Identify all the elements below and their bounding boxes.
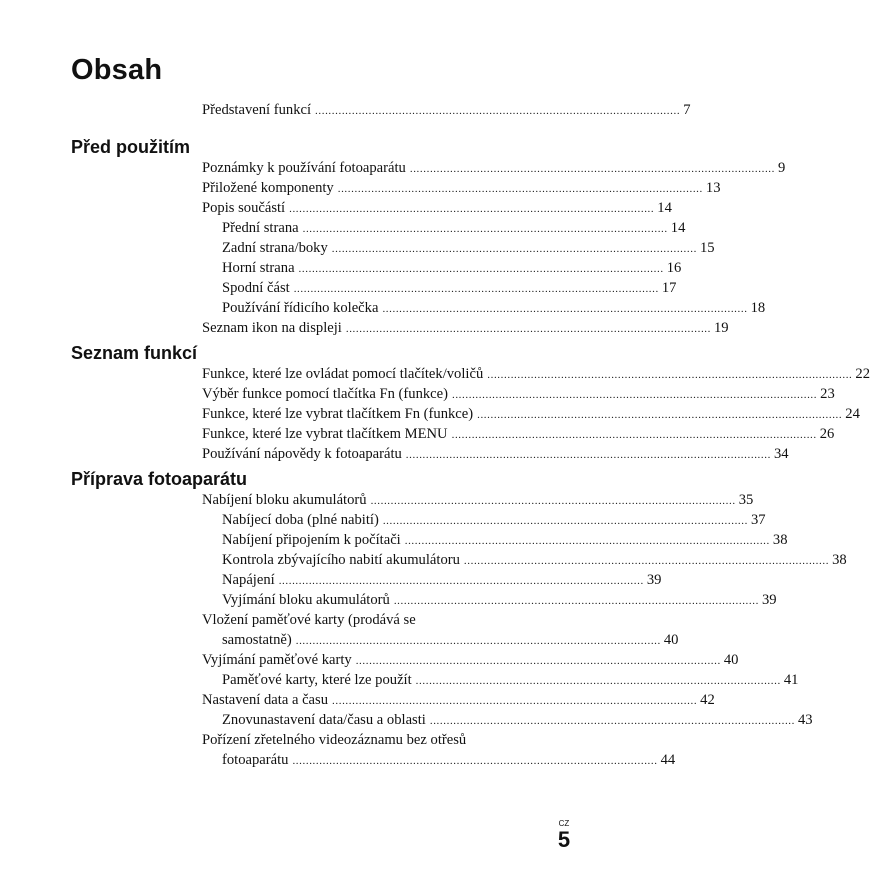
toc-entry-page: 40 bbox=[663, 632, 679, 648]
toc-leader-dots: ............................................................................................................. bbox=[293, 283, 659, 295]
toc-entry-title: Používání nápovědy k fotoaparátu bbox=[202, 446, 402, 462]
toc-entry-title: Nabíjení připojením k počítači bbox=[222, 532, 401, 548]
toc-entry-title: Funkce, které lze vybrat tlačítkem MENU bbox=[202, 426, 448, 442]
toc-leader-dots: ............................................................................................................. bbox=[404, 535, 770, 547]
toc-leader-dots: ............................................................................................................. bbox=[463, 555, 830, 567]
toc-entry-title: Napájení bbox=[222, 572, 275, 588]
toc-leader-dots: ............................................................................................................. bbox=[405, 449, 771, 461]
toc-entry-page: 38 bbox=[772, 532, 788, 548]
toc-leader-dots: ............................................................................................................. bbox=[355, 655, 721, 667]
toc-entry-continuation[interactable] bbox=[222, 750, 676, 770]
toc-subentry[interactable] bbox=[222, 710, 813, 730]
toc-entry-continuation[interactable] bbox=[222, 630, 679, 650]
toc-entry-page: 37 bbox=[750, 512, 766, 528]
toc-leader-dots: ............................................................................................................. bbox=[302, 223, 668, 235]
toc-entry-page: 19 bbox=[714, 320, 729, 336]
toc-entry-page: 7 bbox=[683, 102, 691, 118]
toc-entry[interactable] bbox=[202, 364, 870, 384]
toc-leader-dots: ............................................................................................................. bbox=[487, 369, 853, 381]
toc-entry-page: 41 bbox=[783, 672, 799, 688]
toc-entry-title: Zadní strana/boky bbox=[222, 240, 328, 256]
toc-entry[interactable] bbox=[202, 424, 835, 444]
toc-entry-title: Vyjímání paměťové karty bbox=[202, 652, 352, 668]
toc-entry-title: Popis součástí bbox=[202, 200, 286, 216]
toc-subentry[interactable] bbox=[222, 670, 799, 690]
toc-entry-title: Nabíjení bloku akumulátorů bbox=[202, 492, 367, 508]
toc-leader-dots: ............................................................................................................. bbox=[451, 389, 818, 401]
toc-entry-title: Představení funkcí bbox=[202, 102, 312, 118]
toc-leader-dots: ............................................................................................................. bbox=[393, 595, 759, 607]
toc-entry-page: 14 bbox=[657, 200, 672, 216]
toc-entry-page: 34 bbox=[773, 446, 789, 462]
toc-subentry[interactable] bbox=[222, 298, 766, 318]
toc-subentry[interactable] bbox=[222, 258, 682, 278]
toc-subentry[interactable] bbox=[222, 550, 847, 570]
page-number: 5 bbox=[557, 827, 571, 852]
toc-entry-title: Seznam ikon na displeji bbox=[202, 320, 342, 336]
toc-entry-page: 43 bbox=[798, 712, 813, 728]
toc-leader-dots: ............................................................................................................. bbox=[331, 243, 697, 255]
toc-entry-title: Poznámky k používání fotoaparátu bbox=[202, 160, 406, 176]
section-heading: Seznam funkcí bbox=[71, 343, 198, 363]
toc-entry-title-line1[interactable]: Pořízení zřetelného videozáznamu bez otřesů bbox=[202, 732, 467, 748]
toc-entry-title: Spodní část bbox=[222, 280, 290, 296]
toc-entry-title: Přiložené komponenty bbox=[202, 180, 334, 196]
toc-entry-page: 26 bbox=[819, 426, 835, 442]
toc-entry-page: 16 bbox=[666, 260, 682, 276]
toc-entry-page: 17 bbox=[661, 280, 677, 296]
toc-entry-page: 15 bbox=[699, 240, 715, 256]
toc-entry-title: Kontrola zbývajícího nabití akumulátoru bbox=[222, 552, 460, 568]
toc-entry[interactable] bbox=[202, 490, 754, 510]
toc-entry[interactable] bbox=[202, 650, 739, 670]
toc-entry[interactable] bbox=[202, 158, 786, 178]
toc-entry[interactable] bbox=[202, 384, 835, 404]
toc-leader-dots: ............................................................................................................. bbox=[429, 715, 795, 727]
toc-entry-page: 9 bbox=[778, 160, 786, 176]
toc-entry[interactable] bbox=[202, 404, 860, 424]
toc-entry-page: 18 bbox=[750, 300, 766, 316]
toc-leader-dots: ............................................................................................................. bbox=[382, 303, 748, 315]
toc-entry-title: Přední strana bbox=[222, 220, 299, 236]
section-heading: Před použitím bbox=[71, 137, 191, 157]
toc-leader-dots: ............................................................................................................. bbox=[278, 575, 644, 587]
toc-entry-title: Paměťové karty, které lze použít bbox=[222, 672, 412, 688]
toc-entry-title: Nabíjecí doba (plné nabití) bbox=[222, 512, 379, 528]
toc-leader-dots: ............................................................................................................. bbox=[382, 515, 748, 527]
toc-entry-page: 42 bbox=[700, 692, 715, 708]
toc-entry[interactable] bbox=[202, 178, 721, 198]
section-heading: Příprava fotoaparátu bbox=[71, 469, 248, 489]
toc-leader-dots: ............................................................................................................. bbox=[345, 323, 711, 335]
toc-entry-title: Znovunastavení data/času a oblasti bbox=[222, 712, 426, 728]
toc-entry-page: 40 bbox=[723, 652, 739, 668]
toc-entry-page: 39 bbox=[761, 592, 777, 608]
toc-entry-title: Horní strana bbox=[222, 260, 295, 276]
toc-leader-dots: ............................................................................................................. bbox=[477, 409, 843, 421]
toc-leader-dots: ............................................................................................................. bbox=[292, 755, 658, 767]
toc-leader-dots: ............................................................................................................. bbox=[409, 163, 776, 175]
toc-entry[interactable] bbox=[202, 198, 672, 218]
toc-entry-page: 39 bbox=[646, 572, 662, 588]
toc-entry-page: 38 bbox=[832, 552, 847, 568]
toc-entry-page: 35 bbox=[738, 492, 754, 508]
toc-leader-dots: ............................................................................................................. bbox=[451, 429, 817, 441]
toc-entry-page: 14 bbox=[670, 220, 686, 236]
toc-leader-dots: ............................................................................................................. bbox=[370, 495, 736, 507]
toc-entry-title: fotoaparátu bbox=[222, 752, 289, 768]
toc-leader-dots: ............................................................................................................. bbox=[337, 183, 703, 195]
toc-entry-intro[interactable] bbox=[202, 100, 691, 120]
toc-entry-page: 23 bbox=[820, 386, 835, 402]
page-title: Obsah bbox=[71, 54, 163, 86]
toc-entry-page: 13 bbox=[705, 180, 721, 196]
toc-entry-title: Funkce, které lze ovládat pomocí tlačítek/voličů bbox=[202, 366, 484, 382]
toc-entry-page: 24 bbox=[845, 406, 860, 422]
toc-leader-dots: ............................................................................................................. bbox=[295, 635, 661, 647]
toc-entry-title: samostatně) bbox=[222, 632, 292, 648]
toc-entry-page: 44 bbox=[660, 752, 676, 768]
toc-entry[interactable] bbox=[202, 318, 729, 338]
toc-leader-dots: ............................................................................................................. bbox=[332, 695, 698, 707]
language-label: CZ bbox=[558, 819, 570, 828]
toc-entry-page: 22 bbox=[855, 366, 870, 382]
toc-subentry[interactable] bbox=[222, 510, 766, 530]
toc-leader-dots: ............................................................................................................. bbox=[289, 203, 655, 215]
toc-subentry[interactable] bbox=[222, 218, 686, 238]
toc-entry[interactable] bbox=[202, 444, 789, 464]
toc-subentry[interactable] bbox=[222, 570, 662, 590]
toc-entry-title: Používání řídicího kolečka bbox=[222, 300, 379, 316]
toc-entry-title: Funkce, které lze vybrat tlačítkem Fn (funkce) bbox=[202, 406, 474, 422]
toc-subentry[interactable] bbox=[222, 238, 715, 258]
toc-leader-dots: ............................................................................................................. bbox=[415, 675, 781, 687]
toc-subentry[interactable] bbox=[222, 278, 677, 298]
toc-leader-dots: ............................................................................................................. bbox=[315, 105, 681, 117]
toc-entry-title: Výběr funkce pomocí tlačítka Fn (funkce) bbox=[202, 386, 448, 402]
toc-entry-title: Vyjímání bloku akumulátorů bbox=[222, 592, 390, 608]
toc-entry-title: Nastavení data a času bbox=[202, 692, 329, 708]
toc-leader-dots: ............................................................................................................. bbox=[298, 263, 664, 275]
toc-subentry[interactable] bbox=[222, 530, 788, 550]
toc-entry[interactable] bbox=[202, 690, 715, 710]
toc-subentry[interactable] bbox=[222, 590, 777, 610]
toc-entry-title-line1[interactable]: Vložení paměťové karty (prodává se bbox=[202, 612, 416, 628]
